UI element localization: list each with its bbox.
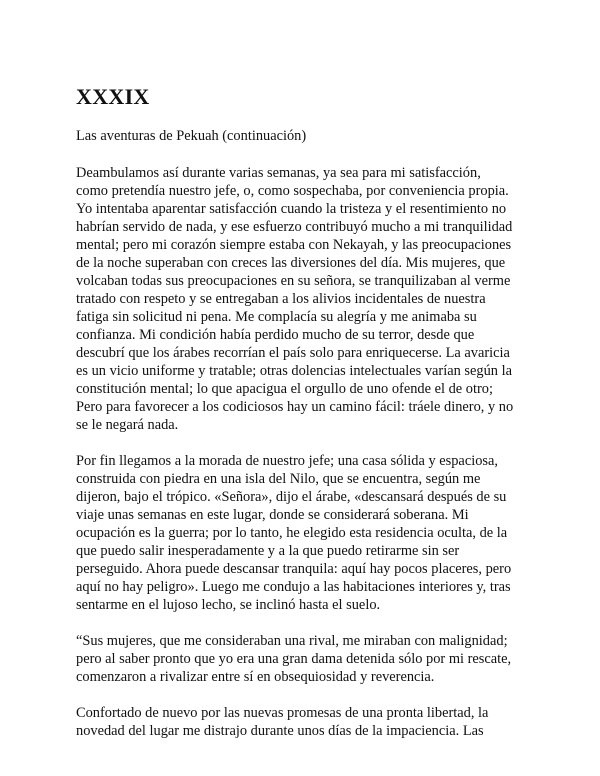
text-line: construida con piedra en una isla del Nilo, que se encuentra, según me [76, 471, 481, 487]
text-line: viaje unas semanas en este lugar, donde se considerará soberana. Mi [76, 507, 469, 523]
chapter-subtitle: Las aventuras de Pekuah (continuación) [76, 128, 307, 144]
text-line: pero al saber pronto que yo era una gran dama detenida sólo por mi rescate, [76, 651, 512, 667]
text-line: habrían servido de nada, y ese esfuerzo contribuyó mucho a mi tranquilidad [76, 219, 513, 235]
text-line: que puedo salir inesperadamente y a la que puedo retirarme sin ser [76, 543, 460, 559]
text-line: sentarme en el lujoso lecho, se inclinó hasta el suelo. [76, 597, 381, 613]
paragraph-1 [76, 164, 536, 434]
paragraph-4 [76, 704, 536, 740]
text-line: fatiga sin solicitud ni pena. Me complacía su alegría y me animaba su [76, 309, 477, 325]
text-line: Deambulamos así durante varias semanas, ya sea para mi satisfacción, [76, 165, 481, 181]
text-line: descubrí que los árabes recorrían el país solo para enriquecerse. La avaricia [76, 345, 510, 361]
text-line: Yo intentaba aparentar satisfacción cuando la tristeza y el resentimiento no [76, 201, 507, 217]
text-line: comenzaron a rivalizar entre sí en obsequiosidad y reverencia. [76, 669, 435, 685]
text-line: Por fin llegamos a la morada de nuestro jefe; una casa sólida y espaciosa, [76, 453, 498, 469]
text-line: aquí no hay peligro». Luego me condujo a las habitaciones interiores y, tras [76, 579, 511, 595]
text-line: mental; pero mi corazón siempre estaba con Nekayah, y las preocupaciones [76, 237, 512, 253]
text-line: perseguido. Ahora puede descansar tranquila: aquí hay pocos placeres, pero [76, 561, 512, 577]
text-line: “Sus mujeres, que me consideraban una rival, me miraban con malignidad; [76, 633, 508, 649]
text-line: Pero para favorecer a los codiciosos hay un camino fácil: tráele dinero, y no [76, 399, 514, 415]
text-line: ocupación es la guerra; por lo tanto, he elegido esta residencia oculta, de la [76, 525, 508, 541]
text-line: como pretendía nuestro jefe, o, como sospechaba, por conveniencia propia. [76, 183, 509, 199]
text-line: Confortado de nuevo por las nuevas promesas de una pronta libertad, la [76, 705, 489, 721]
text-line: es un vicio uniforme y tratable; otras dolencias intelectuales varían según la [76, 363, 512, 379]
text-line: confianza. Mi condición había perdido mucho de su terror, desde que [76, 327, 475, 343]
body-text [76, 164, 536, 758]
paragraph-3 [76, 632, 536, 686]
text-line: tratado con respeto y se entregaban a los alivios incidentales de nuestra [76, 291, 486, 307]
text-line: dijeron, bajo el trópico. «Señora», dijo el árabe, «descansará después de su [76, 489, 507, 505]
text-line: de la noche superaban con creces las diversiones del día. Mis mujeres, que [76, 255, 506, 271]
text-line: se le negará nada. [76, 417, 179, 433]
text-line: constitución mental; lo que apacigua el orgullo de uno ofende el de otro; [76, 381, 493, 397]
paragraph-2 [76, 452, 536, 614]
text-line: novedad del lugar me distrajo durante unos días de la impaciencia. Las [76, 723, 484, 739]
text-line: volcaban todas sus preocupaciones en su señora, se tranquilizaban al verme [76, 273, 511, 289]
chapter-title: XXXIX [76, 84, 150, 109]
